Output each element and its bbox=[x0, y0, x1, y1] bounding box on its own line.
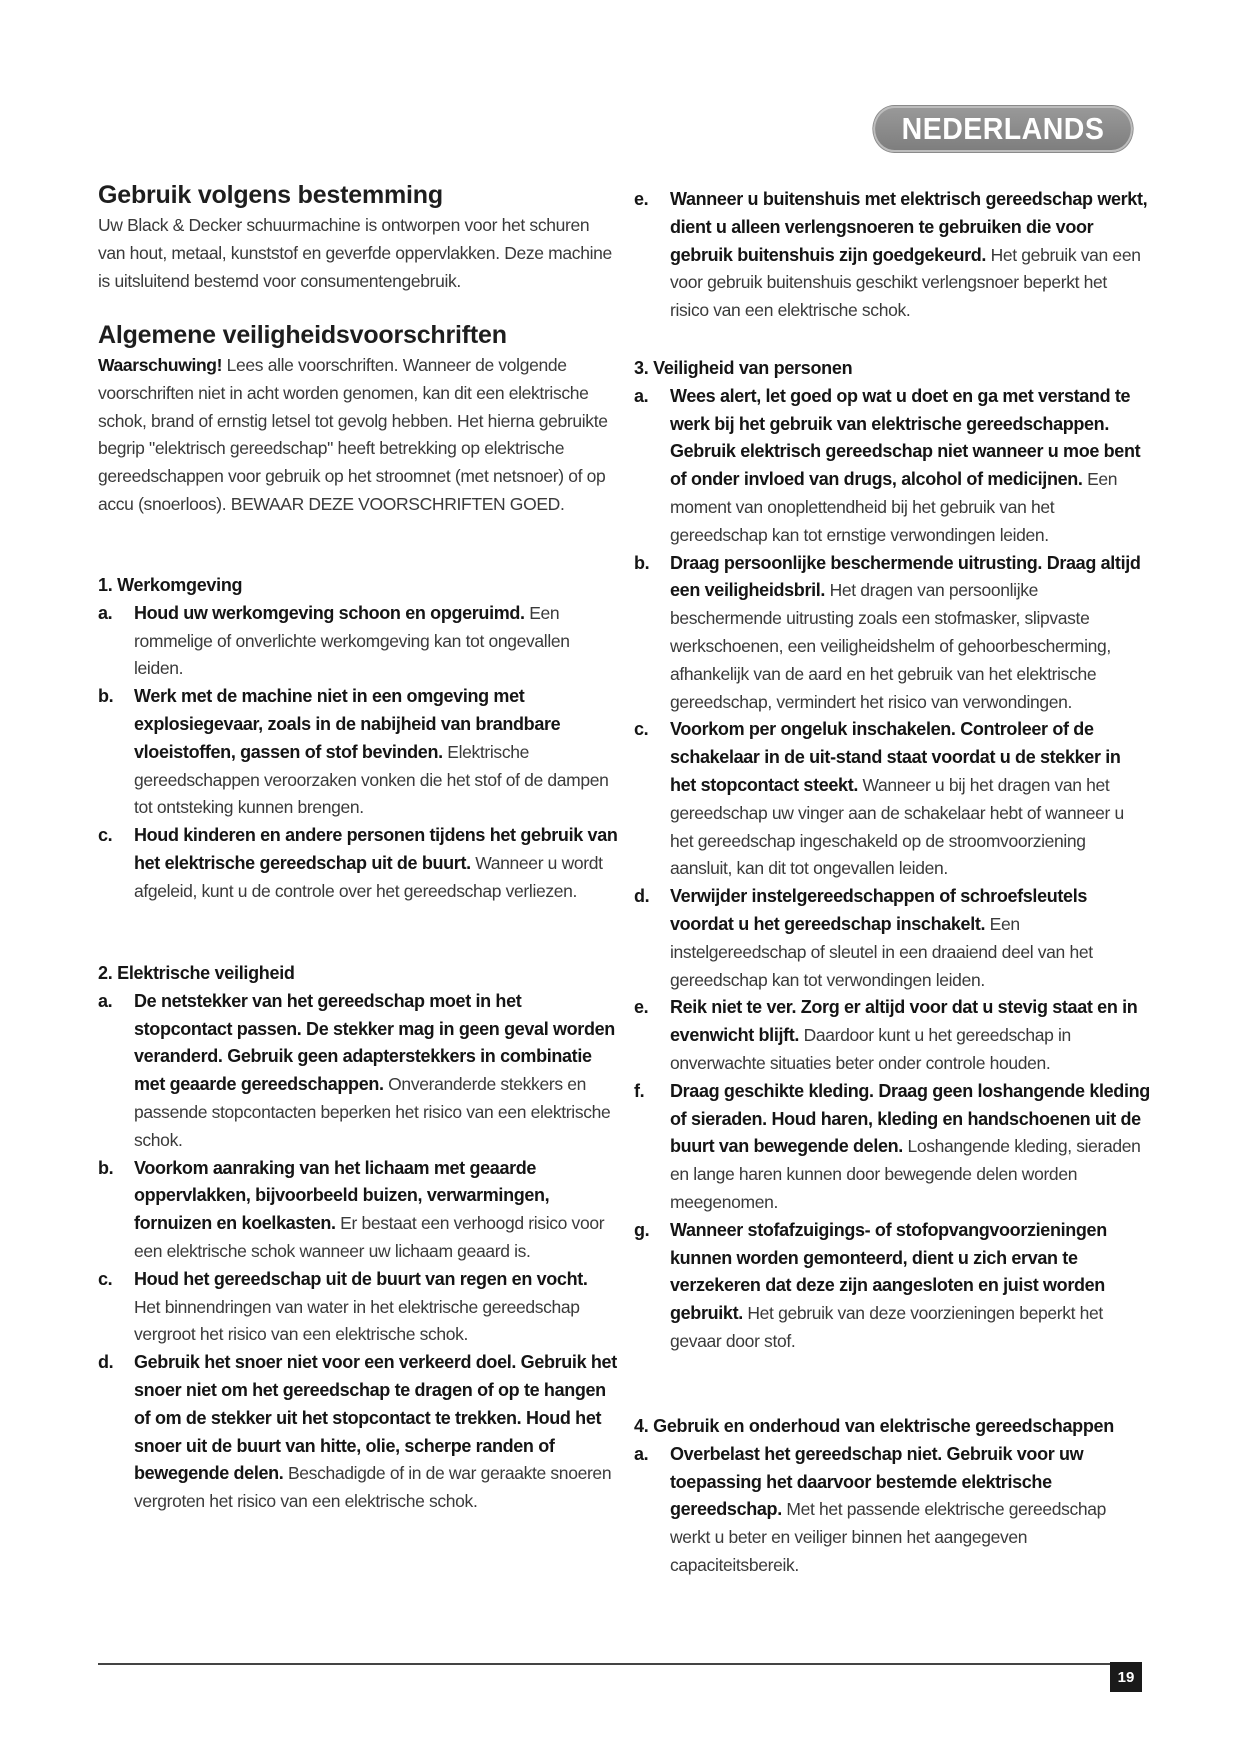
list-item bbox=[98, 600, 618, 683]
item-marker: g. bbox=[634, 1219, 650, 1240]
item-marker: a. bbox=[634, 385, 649, 406]
item-marker: a. bbox=[98, 990, 113, 1011]
item-text: Het gebruik van deze voorzieningen beperkt het gevaar door stof. bbox=[670, 1303, 1103, 1351]
list-item bbox=[634, 550, 1150, 717]
item-marker: d. bbox=[98, 1352, 114, 1373]
page-number: 19 bbox=[1110, 1662, 1142, 1692]
item-lead: Wanneer stofafzuigings- of stofopvangvoorzieningen kunnen worden gemonteerd, dient u zich ervan te verzekeren dat deze zijn aangesloten en juist worden gebruikt. bbox=[670, 1219, 1107, 1324]
item-lead: Verwijder instelgereedschappen of schroefsleutels voordat u het gereedschap inschakelt. bbox=[670, 886, 1088, 934]
item-marker: e. bbox=[634, 189, 649, 209]
item-marker: c. bbox=[98, 1268, 113, 1289]
list-item bbox=[634, 883, 1150, 994]
item-text: Het binnendringen van water in het elektrische gereedschap vergroot het risico van een elektrische schok. bbox=[134, 1296, 580, 1345]
general-safety-text bbox=[98, 352, 618, 519]
item-lead: Houd het gereedschap uit de buurt van regen en vocht. bbox=[134, 1268, 588, 1289]
list-item bbox=[98, 1349, 618, 1516]
footer-divider bbox=[98, 1663, 1110, 1665]
item-marker: a. bbox=[98, 602, 113, 623]
item-lead: Reik niet te ver. Zorg er altijd voor dat u stevig staat en in evenwicht blijft. bbox=[670, 997, 1138, 1046]
intended-use-text: Uw Black & Decker schuurmachine is ontworpen voor het schuren van hout, metaal, kunststof en geverfde oppervlakken. Deze machine is uitsluitend bestemd voor consumentengebruik. bbox=[98, 215, 612, 291]
section-tool-use bbox=[634, 1413, 1150, 1580]
item-text: Wanneer u bij het dragen van het gereedschap uw vinger aan de schakelaar hebt of wanneer u het gereedschap ingeschakeld op de stroomvoorziening aansluit, kan dit tot ongevallen leiden. bbox=[670, 774, 1124, 879]
intended-use-heading: Gebruik volgens bestemming bbox=[98, 181, 443, 209]
general-safety-section bbox=[98, 320, 618, 519]
section-heading: 4. Gebruik en onderhoud van elektrische gereedschappen bbox=[634, 1416, 1114, 1436]
item-marker: c. bbox=[634, 719, 649, 740]
item-marker: b. bbox=[98, 686, 114, 707]
item-marker: d. bbox=[634, 886, 650, 907]
item-text: Een rommelige of onverlichte werkomgeving kan tot ongevallen leiden. bbox=[134, 602, 570, 679]
item-text: Een instelgereedschap of sleutel in een draaiend deel van het gereedschap kan tot verwondingen leiden. bbox=[670, 913, 1093, 990]
item-marker: a. bbox=[634, 1443, 649, 1464]
section-heading: 3. Veiligheid van personen bbox=[634, 358, 853, 378]
list-item bbox=[98, 988, 618, 1155]
item-lead: Houd uw werkomgeving schoon en opgeruimd. bbox=[134, 602, 525, 623]
section-electrical-safety-continued bbox=[634, 186, 1150, 325]
list-item bbox=[634, 1441, 1150, 1580]
list-item bbox=[98, 1155, 618, 1266]
item-text: Beschadigde of in de war geraakte snoeren vergroten het risico van een elektrische schok. bbox=[134, 1463, 612, 1512]
item-lead: Overbelast het gereedschap niet. Gebruik voor uw toepassing het daarvoor bestemde elektrische gereedschap. bbox=[670, 1443, 1084, 1520]
list-item bbox=[634, 1217, 1150, 1356]
item-lead: Wees alert, let goed op wat u doet en ga met verstand te werk bij het gebruik van elektrische gereedschappen. Gebruik elektrisch gereedschap niet wanneer u moe bent of onder invloed van drugs, alcohol of medicijnen. bbox=[670, 385, 1141, 490]
item-lead: Houd kinderen en andere personen tijdens het gebruik van het elektrische gereedschap uit de buurt. bbox=[134, 825, 618, 873]
item-lead: Draag persoonlijke beschermende uitrusting. Draag altijd een veiligheidsbril. bbox=[670, 552, 1141, 601]
item-text: Daardoor kunt u het gereedschap in onverwachte situaties beter onder controle houden. bbox=[670, 1025, 1071, 1073]
item-marker: f. bbox=[634, 1080, 645, 1101]
item-text: Wanneer u wordt afgeleid, kunt u de controle over het gereedschap verliezen. bbox=[134, 852, 603, 901]
item-marker: b. bbox=[98, 1157, 114, 1178]
list-item bbox=[634, 1078, 1150, 1217]
warning-label: Waarschuwing! bbox=[98, 355, 223, 375]
list-item bbox=[634, 716, 1150, 883]
item-lead: Gebruik het snoer niet voor een verkeerd doel. Gebruik het snoer niet om het gereedschap te dragen of op te hangen of om de stekker uit het stopcontact te trekken. Houd het snoer uit de buurt van hitte, olie, scherpe randen of bewegende delen. bbox=[134, 1352, 617, 1484]
item-lead: Voorkom aanraking van het lichaam met geaarde oppervlakken, bijvoorbeeld buizen, verwarmingen, fornuizen en koelkasten. bbox=[134, 1157, 550, 1234]
list-item bbox=[98, 1266, 618, 1349]
section-heading: 1. Werkomgeving bbox=[98, 575, 243, 595]
list-item bbox=[98, 683, 618, 822]
item-marker: e. bbox=[634, 997, 649, 1018]
section-heading: 2. Elektrische veiligheid bbox=[98, 963, 295, 983]
item-lead: Wanneer u buitenshuis met elektrisch gereedschap werkt, dient u alleen verlengsnoeren te gebruiken die voor gebruik buitenshuis zijn goedgekeurd. bbox=[670, 189, 1148, 265]
general-safety-heading: Algemene veiligheidsvoorschriften bbox=[98, 321, 507, 349]
section-work-area bbox=[98, 572, 618, 906]
item-text: Met het passende elektrische gereedschap werkt u beter en veiliger binnen het aangegeven capaciteitsbereik. bbox=[670, 1499, 1107, 1575]
intended-use-section bbox=[98, 180, 618, 295]
item-text: Onveranderde stekkers en passende stopcontacten beperken het risico van een elektrische schok. bbox=[134, 1074, 611, 1150]
list-item bbox=[634, 994, 1150, 1077]
language-badge: NEDERLANDS bbox=[873, 106, 1132, 152]
item-text: Een moment van onoplettendheid bij het gebruik van het gereedschap kan tot ernstige verwondingen leiden. bbox=[670, 469, 1118, 545]
item-lead: De netstekker van het gereedschap moet in het stopcontact passen. De stekker mag in geen geval worden veranderd. Gebruik geen adapterstekkers in combinatie met geaarde gereedschappen. bbox=[134, 990, 615, 1095]
list-item bbox=[634, 383, 1150, 550]
list-item bbox=[634, 186, 1150, 325]
section-personal-safety bbox=[634, 355, 1150, 1356]
item-lead: Werk met de machine niet in een omgeving met explosiegevaar, zoals in de nabijheid van brandbare vloeistoffen, gassen of stof bevinden. bbox=[134, 686, 561, 762]
item-lead: Voorkom per ongeluk inschakelen. Controleer of de schakelaar in de uit-stand staat voordat u de stekker in het stopcontact steekt. bbox=[670, 719, 1121, 795]
item-text: Er bestaat een verhoogd risico voor een elektrische schok wanneer uw lichaam geaard is. bbox=[134, 1213, 605, 1261]
item-text: Loshangende kleding, sieraden en lange haren kunnen door bewegende delen worden meegenomen. bbox=[670, 1136, 1141, 1212]
section-electrical-safety bbox=[98, 960, 618, 1516]
list-item bbox=[98, 822, 618, 905]
item-lead: Draag geschikte kleding. Draag geen loshangende kleding of sieraden. Houd haren, kleding en handschoenen uit de buurt van bewegende delen. bbox=[670, 1080, 1150, 1157]
item-text: Elektrische gereedschappen veroorzaken vonken die het stof of de dampen tot ontsteking kunnen brengen. bbox=[134, 741, 609, 818]
item-text: Het dragen van persoonlijke beschermende uitrusting zoals een stofmasker, slipvaste werkschoenen, een veiligheidshelm of gehoorbescherming, afhankelijk van de aard en het gebruik van het elektrische gereedschap, vermindert het risico van verwondingen. bbox=[670, 580, 1111, 712]
warning-text: Lees alle voorschriften. Wanneer de volgende voorschriften niet in acht worden genomen, kan dit een elektrische schok, brand of ernstig letsel tot gevolg hebben. Het hierna gebruikte begrip "elektrisch gereedschap" heeft betrekking op elektrische gereedschappen voor gebruik op het stroomnet (met netsnoer) of op accu (snoerloos). BEWAAR DEZE VOORSCHRIFTEN GOED. bbox=[98, 355, 608, 514]
item-marker: c. bbox=[98, 825, 113, 846]
item-text: Het gebruik van een voor gebruik buitenshuis geschikt verlengsnoer beperkt het risico van een elektrische schok. bbox=[670, 244, 1141, 321]
item-marker: b. bbox=[634, 552, 650, 573]
